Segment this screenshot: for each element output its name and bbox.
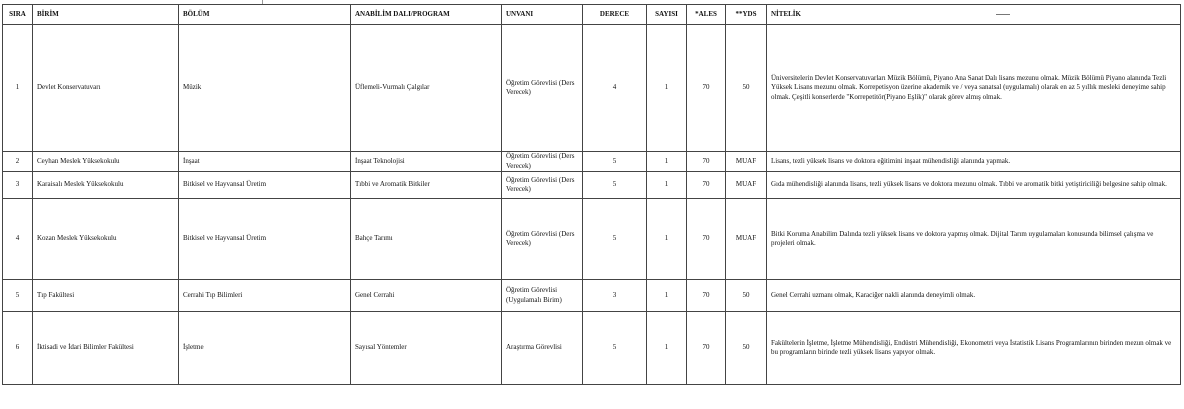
- cell-bolum: İnşaat: [179, 152, 351, 172]
- cell-nitelik: Genel Cerrahi uzmanı olmak, Karaciğer nakli alanında deneyimli olmak.: [767, 280, 1181, 312]
- cell-ales: 70: [687, 25, 726, 152]
- cell-yds: MUAF: [726, 172, 767, 199]
- cell-sira: 5: [3, 280, 33, 312]
- cell-derece: 3: [583, 280, 647, 312]
- cell-unvani: Öğretim Görevlisi (Ders Verecek): [502, 199, 583, 280]
- cell-sira: 1: [3, 25, 33, 152]
- cell-yds: 50: [726, 280, 767, 312]
- cell-anabilim: Genel Cerrahi: [351, 280, 502, 312]
- cell-bolum: Bitkisel ve Hayvansal Üretim: [179, 199, 351, 280]
- cell-anabilim: Tıbbi ve Aromatik Bitkiler: [351, 172, 502, 199]
- cell-sayisi: 1: [647, 280, 687, 312]
- header-derece: DERECE: [583, 5, 647, 25]
- cell-unvani: Öğretim Görevlisi (Ders Verecek): [502, 172, 583, 199]
- cell-sira: 2: [3, 152, 33, 172]
- staff-vacancy-table: [2, 4, 1181, 385]
- cell-nitelik: Bitki Koruma Anabilim Dalında tezli yüksek lisans ve doktora yapmış olmak. Dijital Tarım uygulamaları konusunda bilimsel çalışma ve projeleri olmak.: [767, 199, 1181, 280]
- staff-vacancy-table-container: [2, 4, 1180, 385]
- cell-anabilim: İnşaat Teknolojisi: [351, 152, 502, 172]
- cell-yds: MUAF: [726, 199, 767, 280]
- cell-bolum: Bitkisel ve Hayvansal Üretim: [179, 172, 351, 199]
- cell-birim: İktisadi ve İdari Bilimler Fakültesi: [33, 312, 179, 385]
- cell-derece: 5: [583, 199, 647, 280]
- table-row: [3, 172, 1181, 199]
- cell-derece: 5: [583, 152, 647, 172]
- cell-yds: 50: [726, 25, 767, 152]
- cell-sayisi: 1: [647, 172, 687, 199]
- table-row: [3, 312, 1181, 385]
- cell-bolum: Cerrahi Tıp Bilimleri: [179, 280, 351, 312]
- cell-ales: 70: [687, 280, 726, 312]
- cell-sayisi: 1: [647, 25, 687, 152]
- header-nitelik: NİTELİK: [767, 5, 1181, 25]
- cell-bolum: Müzik: [179, 25, 351, 152]
- cell-unvani: Öğretim Görevlisi (Ders Verecek): [502, 152, 583, 172]
- cell-ales: 70: [687, 152, 726, 172]
- cell-unvani: Öğretim Görevlisi (Ders Verecek): [502, 25, 583, 152]
- table-row: [3, 199, 1181, 280]
- table-row: [3, 280, 1181, 312]
- cell-anabilim: Üflemeli-Vurmalı Çalgılar: [351, 25, 502, 152]
- header-sira: SIRA: [3, 5, 33, 25]
- cell-bolum: İşletme: [179, 312, 351, 385]
- cell-nitelik: Lisans, tezli yüksek lisans ve doktora eğitimini inşaat mühendisliği alanında yapmak.: [767, 152, 1181, 172]
- header-bolum: BÖLÜM: [179, 5, 351, 25]
- table-row: [3, 152, 1181, 172]
- cell-birim: Devlet Konservatuvarı: [33, 25, 179, 152]
- cell-unvani: Araştırma Görevlisi: [502, 312, 583, 385]
- cell-yds: MUAF: [726, 152, 767, 172]
- cell-derece: 4: [583, 25, 647, 152]
- cell-nitelik: Üniversitelerin Devlet Konservatuvarları Müzik Bölümü, Piyano Ana Sanat Dalı lisans mezunu olmak. Müzik Bölümü Piyano alanında Tezli Yüksek Lisans mezunu olmak. Korrepetisyon üzerine akademik ve / veya sanatsal (uygulamalı) olarak en az 5 yıllık mesleki deneyime sahip olmak. Çeşitli konserlerde "Korrepetitör(Piyano Eşlik)" olarak görev almış olmak.: [767, 25, 1181, 152]
- cell-nitelik: Gıda mühendisliği alanında lisans, tezli yüksek lisans ve doktora mezunu olmak. Tıbbi ve aromatik bitki yetiştiriciliği belgesine sahip olmak.: [767, 172, 1181, 199]
- cell-unvani: Öğretim Görevlisi (Uygulamalı Birim): [502, 280, 583, 312]
- cell-sayisi: 1: [647, 312, 687, 385]
- header-unvani: UNVANI: [502, 5, 583, 25]
- cell-sayisi: 1: [647, 199, 687, 280]
- cell-birim: Kozan Meslek Yüksekokulu: [33, 199, 179, 280]
- cell-ales: 70: [687, 172, 726, 199]
- header-anabilim: ANABİLİM DALI/PROGRAM: [351, 5, 502, 25]
- cell-sira: 6: [3, 312, 33, 385]
- header-birim: BİRİM: [33, 5, 179, 25]
- header-yds: **YDS: [726, 5, 767, 25]
- cell-sayisi: 1: [647, 152, 687, 172]
- table-row: [3, 25, 1181, 152]
- header-ales: *ALES: [687, 5, 726, 25]
- cell-birim: Ceyhan Meslek Yüksekokulu: [33, 152, 179, 172]
- cell-nitelik: Fakültelerin İşletme, İşletme Mühendisliği, Endüstri Mühendisliği, Ekonometri veya İstatistik Lisans Programlarının birinden mezun olmak ve bu programların birinde tezli yüksek lisans yapıyor olmak.: [767, 312, 1181, 385]
- cell-sira: 4: [3, 199, 33, 280]
- cell-derece: 5: [583, 172, 647, 199]
- cell-birim: Karaisalı Meslek Yüksekokulu: [33, 172, 179, 199]
- cell-anabilim: Sayısal Yöntemler: [351, 312, 502, 385]
- cell-sira: 3: [3, 172, 33, 199]
- cell-ales: 70: [687, 199, 726, 280]
- cell-birim: Tıp Fakültesi: [33, 280, 179, 312]
- cell-derece: 5: [583, 312, 647, 385]
- cell-anabilim: Bahçe Tarımı: [351, 199, 502, 280]
- table-header-row: [3, 5, 1181, 25]
- cell-yds: 50: [726, 312, 767, 385]
- cell-ales: 70: [687, 312, 726, 385]
- header-sayisi: SAYISI: [647, 5, 687, 25]
